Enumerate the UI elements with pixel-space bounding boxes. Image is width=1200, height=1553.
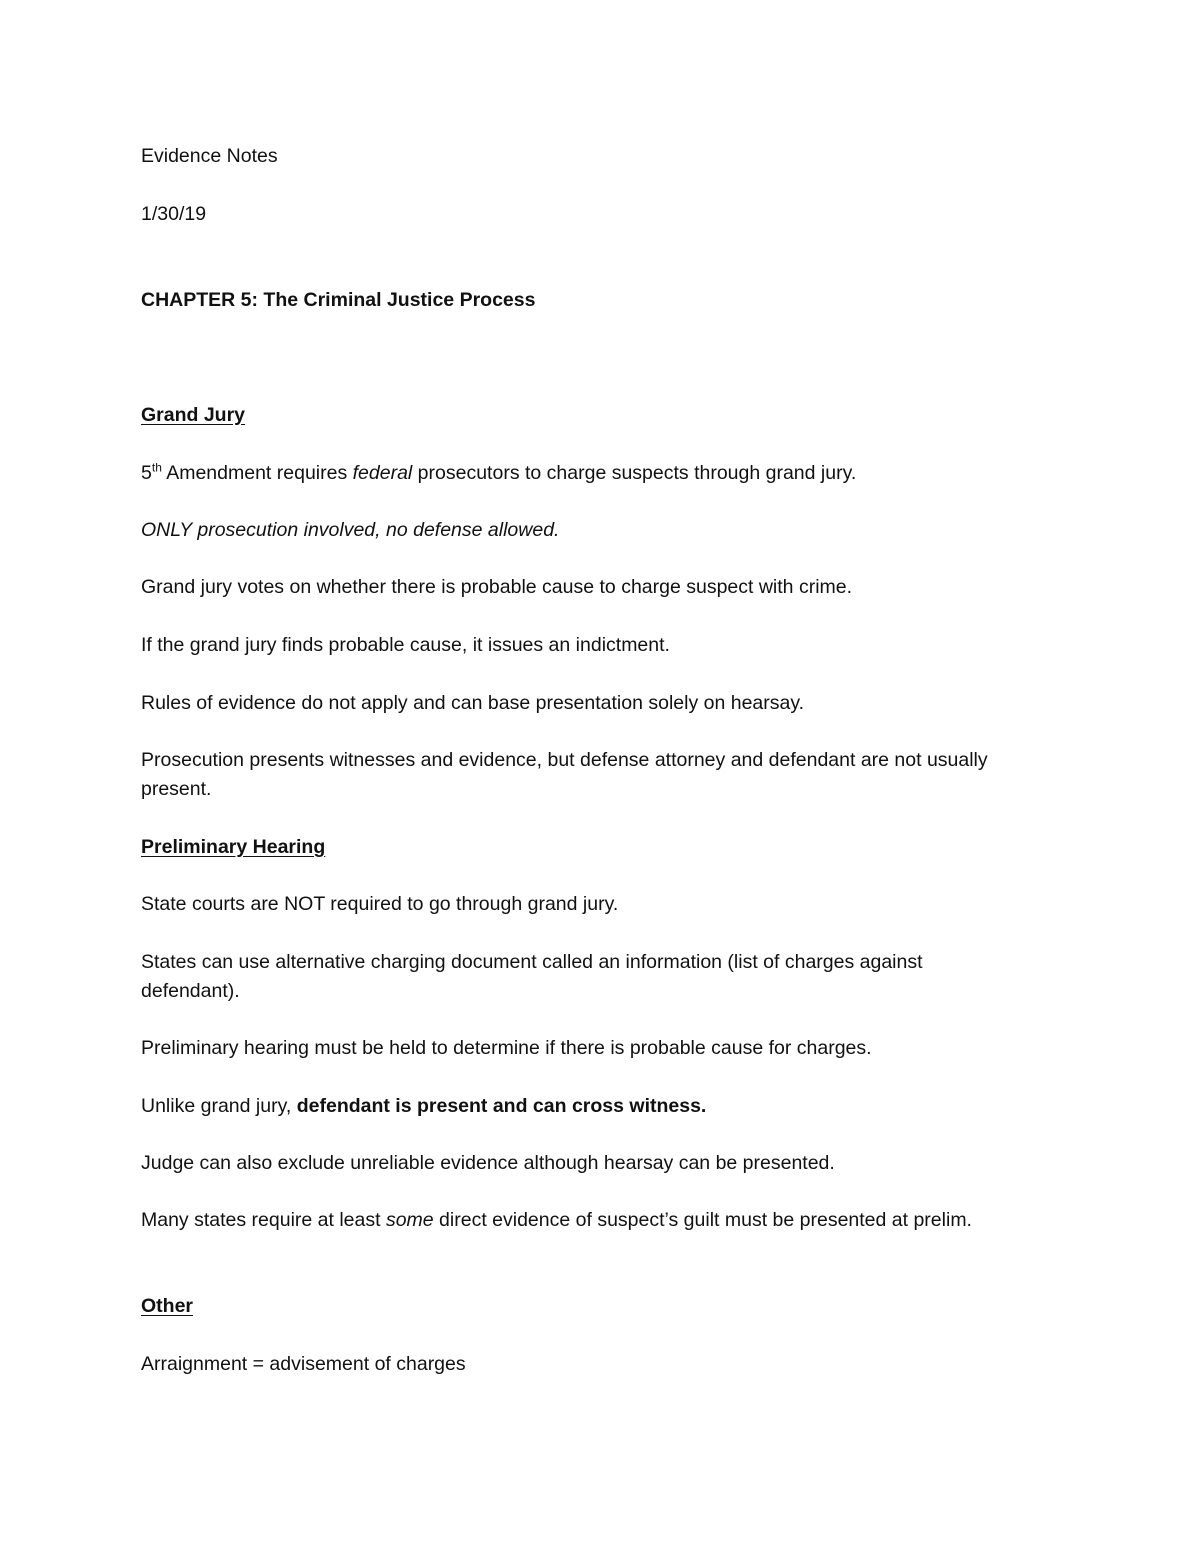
bold-text: defendant is present and can cross witness. — [296, 1095, 707, 1117]
paragraph-other-1: Arraignment = advisement of charges — [141, 1353, 466, 1375]
paragraph-grand-jury-6: Prosecution presents witnesses and evidence, but defense attorney and defendant are not usually present. — [141, 749, 988, 800]
amendment-number: 5 — [141, 462, 152, 484]
heading-other: Other — [141, 1295, 194, 1317]
paragraph-grand-jury-5: Rules of evidence do not apply and can base presentation solely on hearsay. — [141, 692, 805, 714]
paragraph-prelim-4 — [141, 1092, 1021, 1121]
paragraph-prelim-2: States can use alternative charging document called an information (list of charges against defendant). — [141, 951, 923, 1002]
paragraph-text: direct evidence of suspect’s guilt must be presented at prelim. — [433, 1209, 972, 1231]
document-title: Evidence Notes — [141, 145, 278, 167]
paragraph-text: prosecutors to charge suspects through grand jury. — [412, 462, 857, 484]
paragraph-grand-jury-3: Grand jury votes on whether there is probable cause to charge suspect with crime. — [141, 576, 853, 598]
paragraph-prelim-6 — [141, 1206, 1021, 1235]
paragraph-grand-jury-4: If the grand jury finds probable cause, it issues an indictment. — [141, 634, 670, 656]
paragraph-text: Many states require at least — [141, 1209, 386, 1231]
paragraph-text: Amendment requires — [161, 462, 353, 484]
paragraph-prelim-1: State courts are NOT required to go through grand jury. — [141, 893, 619, 915]
heading-grand-jury: Grand Jury — [141, 404, 246, 426]
emphasis-text: federal — [352, 462, 413, 484]
paragraph-grand-jury-1 — [141, 459, 1021, 488]
document-date: 1/30/19 — [141, 203, 207, 225]
emphasis-text: some — [385, 1209, 434, 1231]
heading-preliminary-hearing: Preliminary Hearing — [141, 836, 326, 858]
paragraph-grand-jury-2: ONLY prosecution involved, no defense allowed. — [141, 519, 560, 541]
paragraph-prelim-3: Preliminary hearing must be held to determine if there is probable cause for charges. — [141, 1037, 872, 1059]
amendment-superscript: th — [151, 460, 162, 475]
paragraph-text: Unlike grand jury, — [141, 1095, 297, 1117]
chapter-title: CHAPTER 5: The Criminal Justice Process — [141, 289, 536, 311]
paragraph-prelim-5: Judge can also exclude unreliable evidence although hearsay can be presented. — [141, 1152, 835, 1174]
